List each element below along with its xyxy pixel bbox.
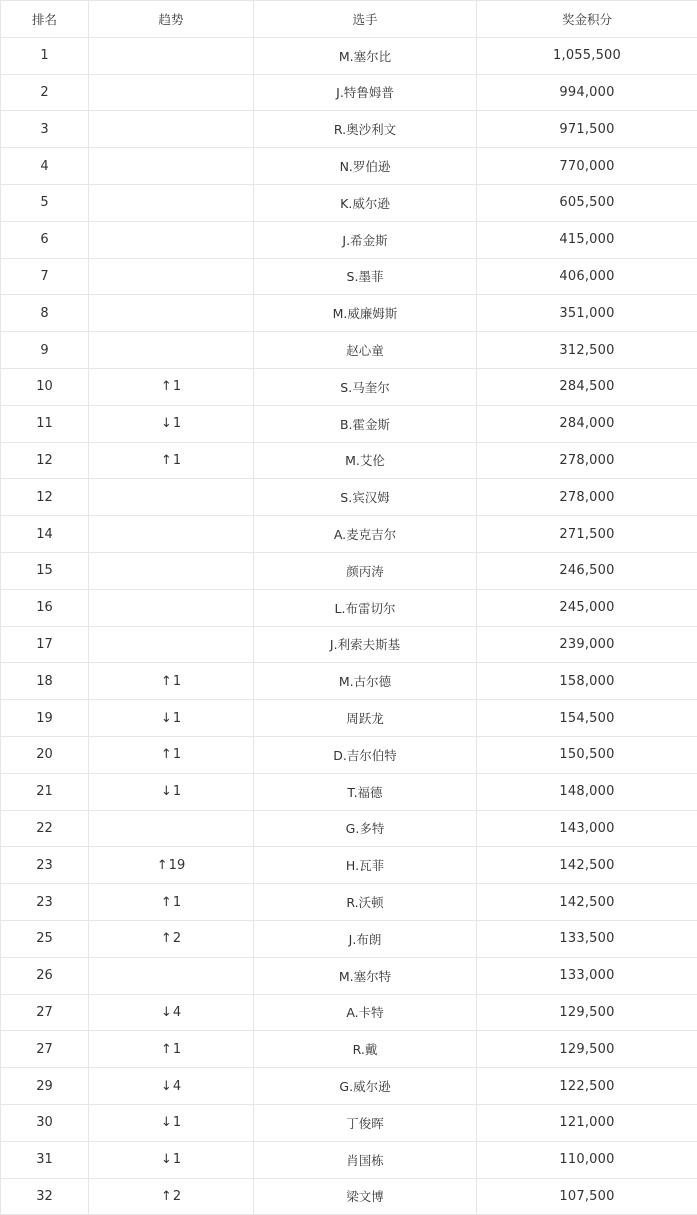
rank-cell: 20: [1, 736, 89, 773]
player-cell: 周跃龙: [254, 700, 477, 737]
rank-cell: 5: [1, 184, 89, 221]
player-cell: S.马奎尔: [254, 368, 477, 405]
trend-cell: [89, 847, 254, 884]
table-row: [1, 700, 697, 737]
trend-value: 1: [172, 1115, 182, 1131]
points-cell: 150,500: [477, 736, 697, 773]
trend-up-icon: ↑: [160, 1041, 172, 1057]
rank-cell: 27: [1, 994, 89, 1031]
player-cell: B.霍金斯: [254, 405, 477, 442]
trend-cell: [89, 295, 254, 332]
table-row: [1, 37, 697, 74]
trend-cell: [89, 1178, 254, 1215]
trend-value: 1: [172, 416, 182, 432]
rank-cell: 23: [1, 884, 89, 921]
trend-cell: [89, 589, 254, 626]
table-row: [1, 663, 697, 700]
trend-value: 1: [172, 710, 182, 726]
trend-column-header: 趋势: [89, 1, 254, 38]
trend-up-icon: ↑: [160, 931, 172, 947]
rank-cell: 2: [1, 74, 89, 111]
trend-cell: [89, 552, 254, 589]
player-cell: G.多特: [254, 810, 477, 847]
table-row: [1, 479, 697, 516]
trend-cell: [89, 479, 254, 516]
rank-cell: 10: [1, 368, 89, 405]
trend-down-icon: ↓: [160, 710, 172, 726]
table-body: [1, 37, 697, 1215]
trend-up-icon: ↑: [156, 857, 168, 873]
player-cell: G.威尔逊: [254, 1068, 477, 1105]
rank-cell: 18: [1, 663, 89, 700]
trend-value: 2: [172, 1188, 182, 1204]
trend-value: 1: [172, 1152, 182, 1168]
points-cell: 605,500: [477, 184, 697, 221]
points-cell: 284,500: [477, 368, 697, 405]
trend-value: 1: [172, 747, 182, 763]
rank-cell: 11: [1, 405, 89, 442]
player-cell: S.宾汉姆: [254, 479, 477, 516]
trend-down-icon: ↓: [160, 1078, 172, 1094]
points-cell: 158,000: [477, 663, 697, 700]
table-row: [1, 221, 697, 258]
trend-value: 1: [172, 784, 182, 800]
points-cell: 142,500: [477, 847, 697, 884]
trend-cell: [89, 74, 254, 111]
table-row: [1, 626, 697, 663]
trend-value: 4: [172, 1004, 182, 1020]
header-row: [1, 1, 697, 38]
points-cell: 129,500: [477, 994, 697, 1031]
trend-cell: [89, 368, 254, 405]
rank-cell: 7: [1, 258, 89, 295]
player-cell: J.布朗: [254, 920, 477, 957]
table-row: [1, 736, 697, 773]
trend-up-icon: ↑: [160, 1188, 172, 1204]
trend-up-icon: ↑: [160, 452, 172, 468]
player-cell: J.利索夫斯基: [254, 626, 477, 663]
table-row: [1, 884, 697, 921]
trend-cell: [89, 773, 254, 810]
table-row: [1, 332, 697, 369]
player-cell: 颜丙涛: [254, 552, 477, 589]
table-row: [1, 405, 697, 442]
trend-down-icon: ↓: [160, 416, 172, 432]
player-cell: T.福德: [254, 773, 477, 810]
table-row: [1, 589, 697, 626]
points-cell: 994,000: [477, 74, 697, 111]
trend-up-icon: ↑: [160, 894, 172, 910]
trend-cell: [89, 626, 254, 663]
player-column-header: 选手: [254, 1, 477, 38]
player-cell: 肖国栋: [254, 1141, 477, 1178]
trend-cell: [89, 405, 254, 442]
trend-value: 1: [172, 1041, 182, 1057]
table-row: [1, 1031, 697, 1068]
trend-cell: [89, 111, 254, 148]
player-cell: K.威尔逊: [254, 184, 477, 221]
rank-cell: 12: [1, 479, 89, 516]
points-cell: 246,500: [477, 552, 697, 589]
rank-cell: 4: [1, 148, 89, 185]
player-cell: L.布雷切尔: [254, 589, 477, 626]
player-cell: M.古尔德: [254, 663, 477, 700]
player-cell: 赵心童: [254, 332, 477, 369]
player-cell: R.奥沙利文: [254, 111, 477, 148]
table-row: [1, 1104, 697, 1141]
points-cell: 971,500: [477, 111, 697, 148]
table-row: [1, 184, 697, 221]
trend-value: 19: [168, 857, 186, 873]
points-cell: 245,000: [477, 589, 697, 626]
trend-cell: [89, 700, 254, 737]
trend-cell: [89, 1031, 254, 1068]
rank-cell: 22: [1, 810, 89, 847]
player-cell: A.麦克吉尔: [254, 516, 477, 553]
points-cell: 154,500: [477, 700, 697, 737]
player-cell: H.瓦菲: [254, 847, 477, 884]
points-cell: 143,000: [477, 810, 697, 847]
table-row: [1, 516, 697, 553]
player-cell: M.艾伦: [254, 442, 477, 479]
rank-cell: 14: [1, 516, 89, 553]
points-cell: 406,000: [477, 258, 697, 295]
points-cell: 133,000: [477, 957, 697, 994]
table-row: [1, 773, 697, 810]
trend-cell: [89, 663, 254, 700]
player-cell: N.罗伯逊: [254, 148, 477, 185]
rank-cell: 30: [1, 1104, 89, 1141]
trend-cell: [89, 516, 254, 553]
rank-cell: 25: [1, 920, 89, 957]
player-cell: R.沃顿: [254, 884, 477, 921]
points-cell: 278,000: [477, 442, 697, 479]
trend-up-icon: ↑: [160, 379, 172, 395]
points-cell: 1,055,500: [477, 37, 697, 74]
points-cell: 278,000: [477, 479, 697, 516]
player-cell: S.墨菲: [254, 258, 477, 295]
trend-cell: [89, 736, 254, 773]
trend-cell: [89, 810, 254, 847]
trend-value: 2: [172, 931, 182, 947]
player-cell: A.卡特: [254, 994, 477, 1031]
player-cell: 丁俊晖: [254, 1104, 477, 1141]
table-row: [1, 810, 697, 847]
trend-value: 1: [172, 894, 182, 910]
points-cell: 148,000: [477, 773, 697, 810]
points-cell: 122,500: [477, 1068, 697, 1105]
rank-cell: 31: [1, 1141, 89, 1178]
rank-cell: 9: [1, 332, 89, 369]
table-row: [1, 148, 697, 185]
points-column-header: 奖金积分: [477, 1, 697, 38]
points-cell: 142,500: [477, 884, 697, 921]
trend-cell: [89, 332, 254, 369]
table-row: [1, 74, 697, 111]
trend-down-icon: ↓: [160, 1115, 172, 1131]
trend-up-icon: ↑: [160, 673, 172, 689]
points-cell: 284,000: [477, 405, 697, 442]
rank-cell: 29: [1, 1068, 89, 1105]
trend-cell: [89, 1068, 254, 1105]
points-cell: 351,000: [477, 295, 697, 332]
trend-cell: [89, 221, 254, 258]
table-row: [1, 920, 697, 957]
trend-cell: [89, 442, 254, 479]
points-cell: 110,000: [477, 1141, 697, 1178]
table-row: [1, 957, 697, 994]
trend-cell: [89, 148, 254, 185]
player-cell: J.希金斯: [254, 221, 477, 258]
points-cell: 312,500: [477, 332, 697, 369]
points-cell: 271,500: [477, 516, 697, 553]
table-row: [1, 1068, 697, 1105]
rank-cell: 12: [1, 442, 89, 479]
trend-cell: [89, 957, 254, 994]
points-cell: 770,000: [477, 148, 697, 185]
table-row: [1, 368, 697, 405]
table-header: [1, 1, 697, 38]
rank-cell: 6: [1, 221, 89, 258]
table-row: [1, 442, 697, 479]
table-row: [1, 1141, 697, 1178]
points-cell: 133,500: [477, 920, 697, 957]
rank-cell: 19: [1, 700, 89, 737]
table-row: [1, 1178, 697, 1215]
points-cell: 239,000: [477, 626, 697, 663]
rank-cell: 26: [1, 957, 89, 994]
rank-cell: 15: [1, 552, 89, 589]
player-cell: R.戴: [254, 1031, 477, 1068]
trend-cell: [89, 258, 254, 295]
trend-down-icon: ↓: [160, 1152, 172, 1168]
rank-cell: 17: [1, 626, 89, 663]
rank-cell: 1: [1, 37, 89, 74]
points-cell: 121,000: [477, 1104, 697, 1141]
table-row: [1, 994, 697, 1031]
trend-cell: [89, 1141, 254, 1178]
trend-cell: [89, 1104, 254, 1141]
trend-up-icon: ↑: [160, 747, 172, 763]
trend-value: 1: [172, 452, 182, 468]
trend-value: 1: [172, 379, 182, 395]
table-row: [1, 295, 697, 332]
points-cell: 129,500: [477, 1031, 697, 1068]
table-row: [1, 258, 697, 295]
player-cell: 梁文博: [254, 1178, 477, 1215]
player-cell: M.塞尔比: [254, 37, 477, 74]
rank-cell: 8: [1, 295, 89, 332]
table-row: [1, 111, 697, 148]
rank-cell: 21: [1, 773, 89, 810]
player-cell: M.塞尔特: [254, 957, 477, 994]
trend-cell: [89, 184, 254, 221]
rank-cell: 32: [1, 1178, 89, 1215]
points-cell: 415,000: [477, 221, 697, 258]
rank-cell: 3: [1, 111, 89, 148]
trend-down-icon: ↓: [160, 784, 172, 800]
trend-value: 1: [172, 673, 182, 689]
trend-cell: [89, 994, 254, 1031]
rank-cell: 23: [1, 847, 89, 884]
trend-cell: [89, 884, 254, 921]
trend-down-icon: ↓: [160, 1004, 172, 1020]
trend-value: 4: [172, 1078, 182, 1094]
player-cell: J.特鲁姆普: [254, 74, 477, 111]
player-cell: D.吉尔伯特: [254, 736, 477, 773]
trend-cell: [89, 920, 254, 957]
rank-cell: 27: [1, 1031, 89, 1068]
trend-cell: [89, 37, 254, 74]
table-row: [1, 847, 697, 884]
player-cell: M.威廉姆斯: [254, 295, 477, 332]
table-row: [1, 552, 697, 589]
rank-cell: 16: [1, 589, 89, 626]
points-cell: 107,500: [477, 1178, 697, 1215]
rank-column-header: 排名: [1, 1, 89, 38]
